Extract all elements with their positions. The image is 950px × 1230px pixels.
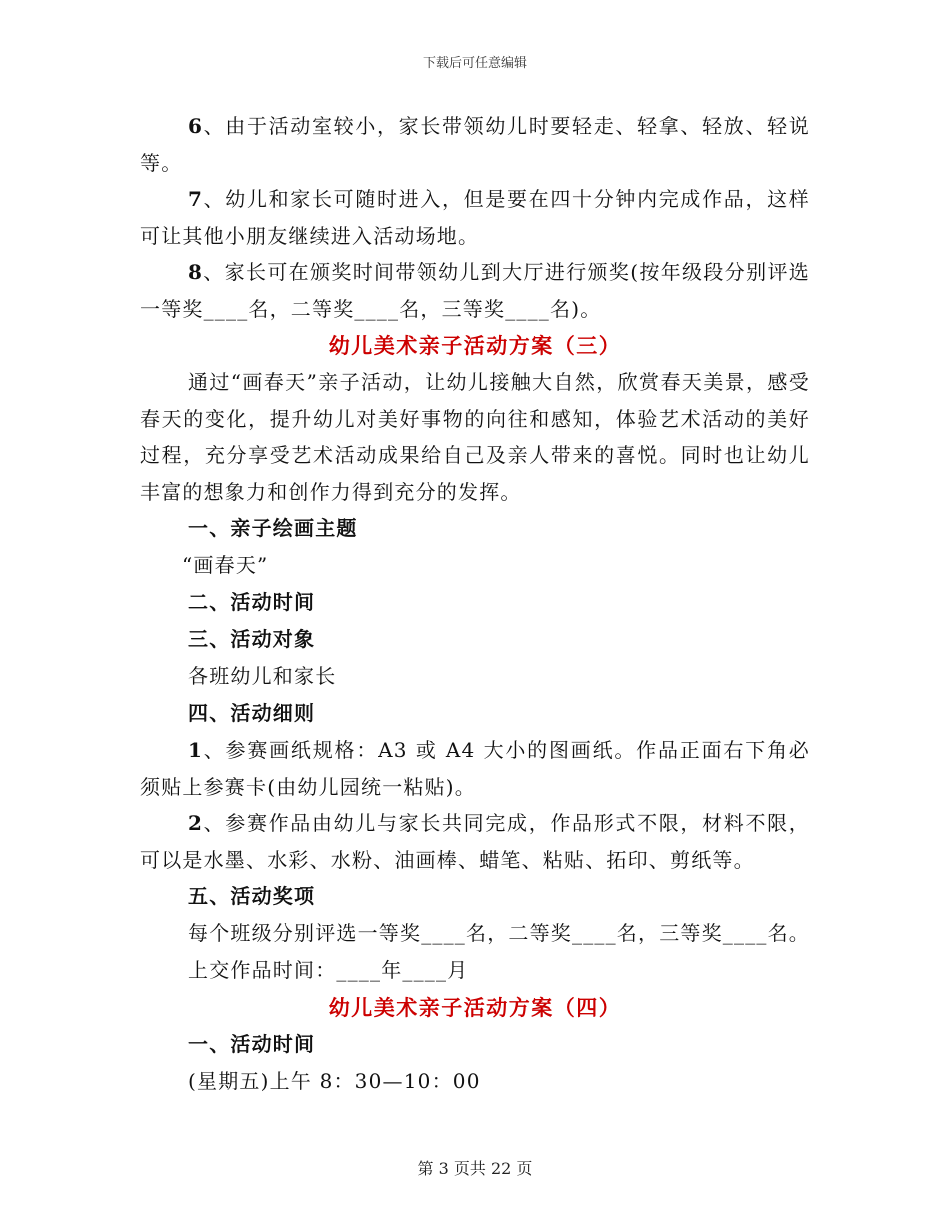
rule-item bbox=[140, 805, 810, 878]
item-number: 7 bbox=[188, 187, 204, 211]
intro-paragraph: 通过“画春天”亲子活动，让幼儿接触大自然，欣赏春天美景，感受春天的变化，提升幼儿对美好事物的向往和感知，体验艺术活动的美好过程，充分享受艺术活动成果给自己及亲人带来的喜悦。同时也让幼儿丰富的想象力和创作力得到充分的发挥。 bbox=[140, 370, 810, 504]
item-text: 、由于活动室较小，家长带领幼儿时要轻走、轻拿、轻放、轻说等。 bbox=[140, 114, 810, 175]
rule-text: 、参赛作品由幼儿与家长共同完成，作品形式不限，材料不限，可以是水墨、水彩、水粉、油画棒、蜡笔、粘贴、拓印、剪纸等。 bbox=[140, 811, 810, 872]
item-number: 8 bbox=[188, 260, 204, 284]
rule-number: 1 bbox=[188, 738, 204, 762]
awards-text: 每个班级分别评选一等奖____名，二等奖____名，三等奖____名。 bbox=[188, 921, 810, 945]
heading-audience: 三、活动对象 bbox=[188, 627, 316, 651]
list-item bbox=[140, 108, 810, 181]
list-item bbox=[140, 254, 810, 327]
page-footer: 第 3 页共 22 页 bbox=[417, 1159, 533, 1178]
heading-time: 二、活动时间 bbox=[188, 590, 316, 614]
rule-number: 2 bbox=[188, 811, 204, 835]
time-text-plan4: (星期五)上午 8：30—10：00 bbox=[188, 1069, 481, 1093]
rule-item bbox=[140, 732, 810, 805]
section-title-plan4: 幼儿美术亲子活动方案（四） bbox=[328, 995, 622, 1020]
heading-awards: 五、活动奖项 bbox=[188, 884, 316, 908]
item-number: 6 bbox=[188, 114, 204, 138]
section-title-plan3: 幼儿美术亲子活动方案（三） bbox=[328, 333, 622, 358]
item-text: 、家长可在颁奖时间带领幼儿到大厅进行颁奖(按年级段分别评选一等奖____名，二等奖____名，三等奖____名)。 bbox=[140, 260, 810, 321]
heading-theme: 一、亲子绘画主题 bbox=[188, 516, 358, 540]
item-text: 、幼儿和家长可随时进入，但是要在四十分钟内完成作品，这样可让其他小朋友继续进入活动场地。 bbox=[140, 187, 810, 248]
submit-time-text: 上交作品时间：____年____月 bbox=[188, 958, 469, 982]
page-header: 下载后可任意编辑 bbox=[422, 56, 527, 71]
heading-rules: 四、活动细则 bbox=[188, 701, 316, 725]
audience-text: 各班幼儿和家长 bbox=[188, 664, 337, 688]
list-item bbox=[140, 181, 810, 254]
heading-time-plan4: 一、活动时间 bbox=[188, 1032, 316, 1056]
rule-text: 、参赛画纸规格：A3 或 A4 大小的图画纸。作品正面右下角必须贴上参赛卡(由幼儿园统一粘贴)。 bbox=[140, 738, 810, 799]
theme-text: “画春天” bbox=[182, 553, 269, 577]
document-body bbox=[140, 108, 810, 1100]
